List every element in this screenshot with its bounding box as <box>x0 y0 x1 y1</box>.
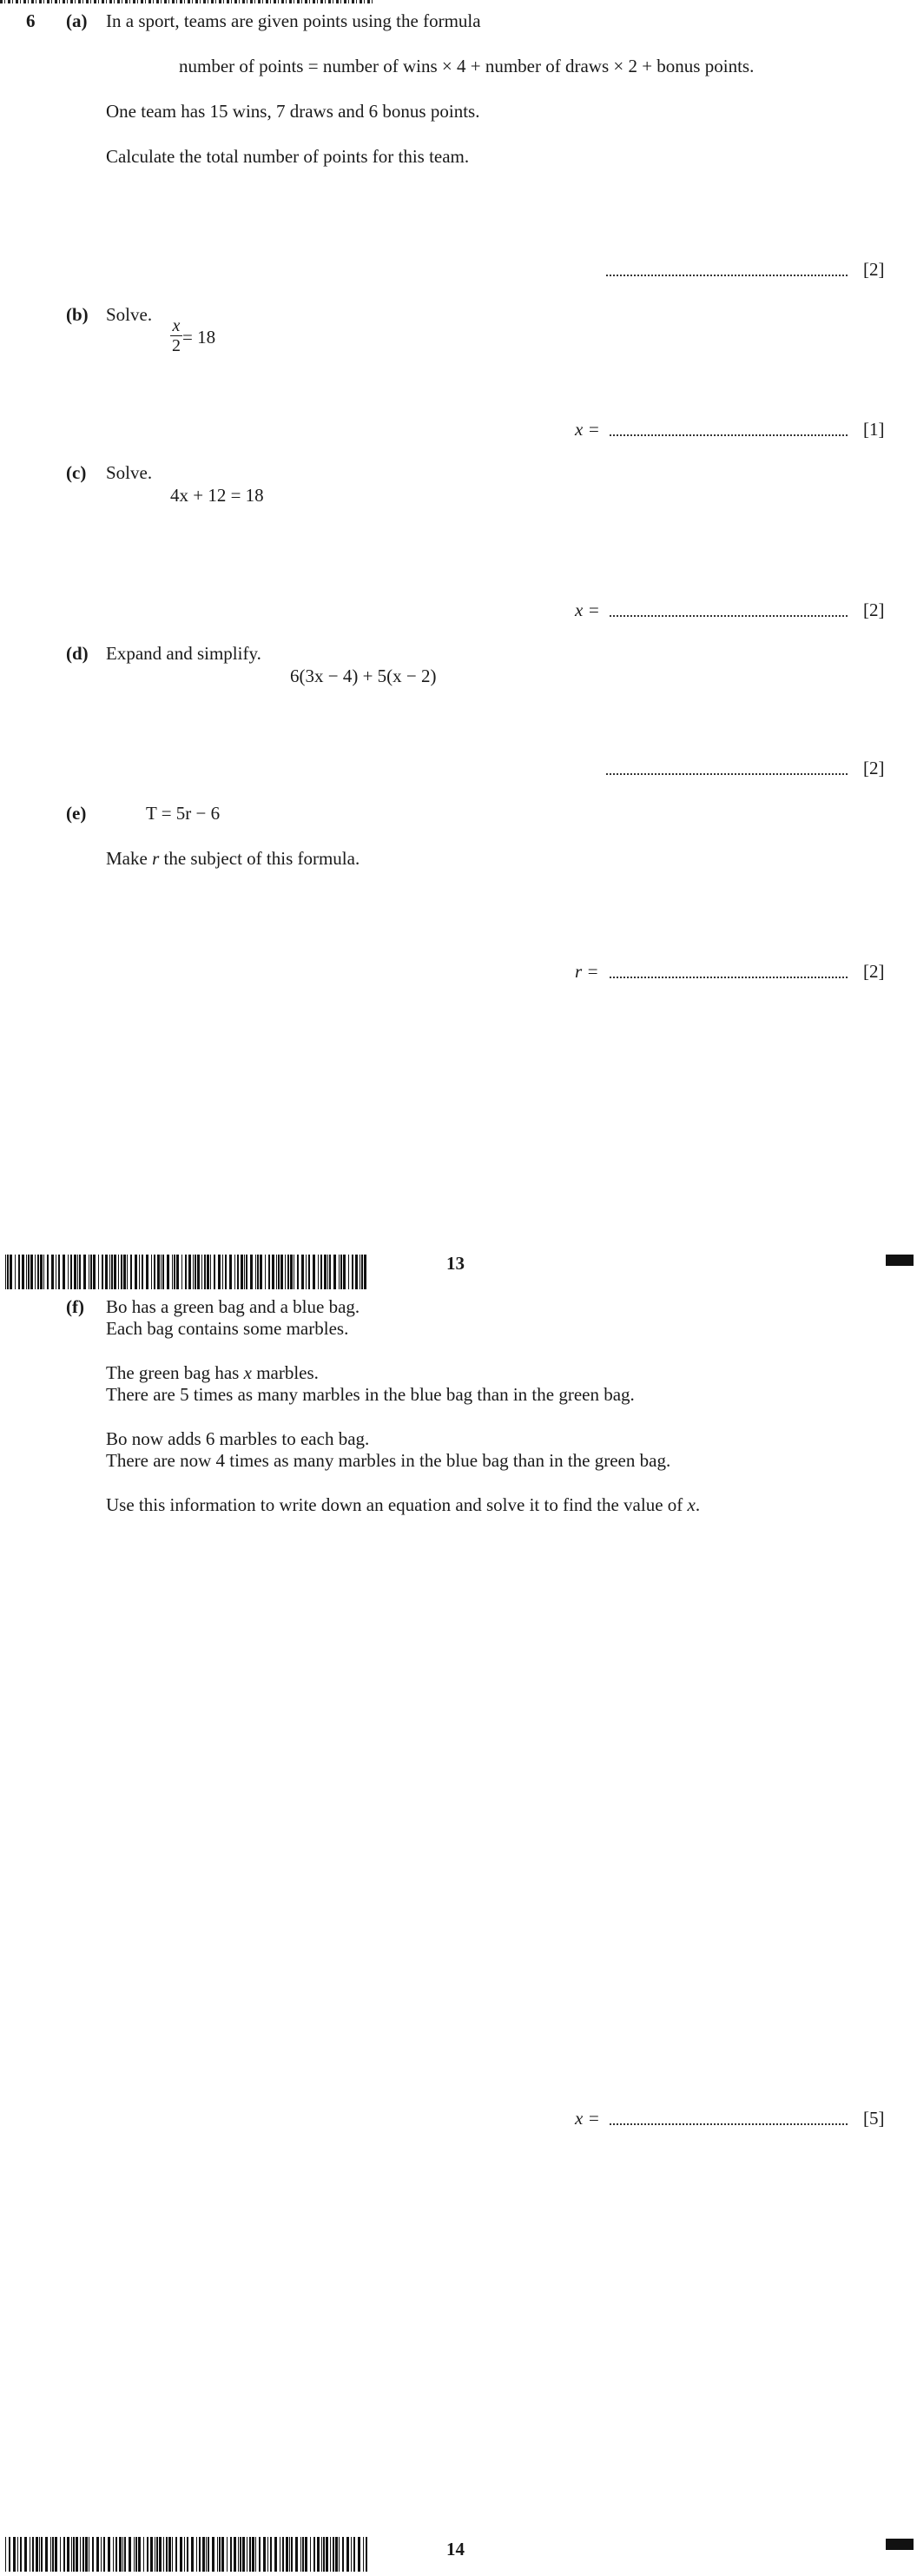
part-d-marks: [2] <box>863 758 885 778</box>
part-b-fraction-denominator: 2 <box>172 336 181 355</box>
part-b-answer-line[interactable] <box>610 434 848 436</box>
part-a-answer-line[interactable] <box>606 275 848 276</box>
part-f-answer-prefix: x = <box>575 2108 600 2129</box>
page-14-barcode <box>5 2537 369 2572</box>
part-d-label: (d) <box>66 643 89 664</box>
part-a-label: (a) <box>66 10 88 31</box>
page-14-number: 14 <box>446 2539 465 2559</box>
part-e-instruction-post: the subject of this formula. <box>159 848 360 869</box>
part-c-answer-prefix: x = <box>575 599 600 620</box>
part-e-formula: T = 5r − 6 <box>146 803 221 824</box>
part-b-label: (b) <box>66 304 89 325</box>
part-b-fraction <box>170 316 182 355</box>
part-a-formula: number of points = number of wins × 4 + number of draws × 2 + bonus points. <box>179 56 755 76</box>
page-13-corner-mark <box>886 1255 914 1266</box>
part-f-line5: Bo now adds 6 marbles to each bag. <box>106 1428 370 1449</box>
page-13-barcode <box>5 1255 368 1289</box>
part-a-marks: [2] <box>863 259 885 280</box>
part-d-expression: 6(3x − 4) + 5(x − 2) <box>290 666 437 686</box>
part-d-instruction: Expand and simplify. <box>106 643 261 664</box>
part-f-line7-post: . <box>695 1494 701 1515</box>
page-14-corner-mark <box>886 2539 914 2550</box>
part-c-equation: 4x + 12 = 18 <box>170 485 264 506</box>
part-f-answer-line[interactable] <box>610 2123 848 2125</box>
part-d-answer-line[interactable] <box>606 773 848 775</box>
part-c-marks: [2] <box>863 599 885 620</box>
part-f-line4: There are 5 times as many marbles in the blue bag than in the green bag. <box>106 1384 635 1405</box>
part-e-label: (e) <box>66 803 87 824</box>
part-a-given: One team has 15 wins, 7 draws and 6 bonus points. <box>106 101 480 122</box>
part-f-line3-pre: The green bag has <box>106 1362 244 1383</box>
part-a-intro: In a sport, teams are given points using the formula <box>106 10 481 31</box>
question-number: 6 <box>26 10 36 31</box>
part-f-line1: Bo has a green bag and a blue bag. <box>106 1296 360 1317</box>
header-barcode-strip <box>0 0 373 3</box>
page-13-number: 13 <box>446 1253 465 1274</box>
part-f-line3-post: marbles. <box>251 1362 319 1383</box>
part-e-instruction-pre: Make <box>106 848 153 869</box>
part-b-answer-prefix: x = <box>575 419 600 440</box>
part-e-answer-line[interactable] <box>610 977 848 978</box>
part-e-instruction <box>106 848 360 870</box>
part-c-label: (c) <box>66 462 87 483</box>
part-b-rhs: = 18 <box>182 327 216 348</box>
part-f-line3-var: x <box>243 1362 252 1383</box>
part-a-instruction: Calculate the total number of points for this team. <box>106 146 470 167</box>
part-b-instruction: Solve. <box>106 304 153 325</box>
part-f-line7-pre: Use this information to write down an equation and solve it to find the value of <box>106 1494 688 1515</box>
part-f-line7-var: x <box>687 1494 696 1515</box>
part-e-answer-prefix: r = <box>575 961 599 982</box>
part-b-marks: [1] <box>863 419 885 440</box>
part-c-answer-line[interactable] <box>610 615 848 617</box>
part-f-marks: [5] <box>863 2108 885 2129</box>
part-e-marks: [2] <box>863 961 885 982</box>
part-f-line6: There are now 4 times as many marbles in the blue bag than in the green bag. <box>106 1450 671 1471</box>
part-f-line2: Each bag contains some marbles. <box>106 1318 349 1339</box>
part-f-line7 <box>106 1494 700 1516</box>
part-c-instruction: Solve. <box>106 462 153 483</box>
part-e-instruction-var: r <box>152 848 160 869</box>
part-b-fraction-numerator: x <box>172 316 181 335</box>
part-f-line3 <box>106 1362 319 1384</box>
part-f-label: (f) <box>66 1296 84 1317</box>
